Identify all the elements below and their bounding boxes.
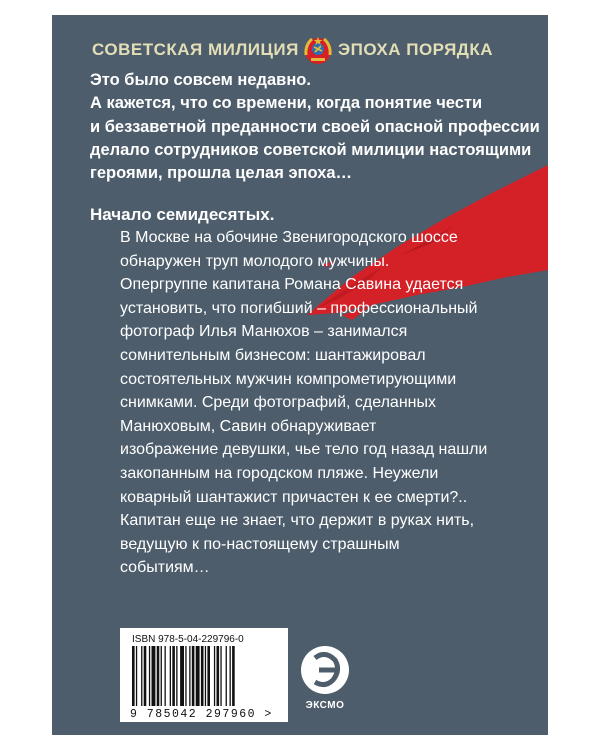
intro-line: и беззаветной преданности своей опасной профессии xyxy=(90,117,540,136)
barcode-stripe xyxy=(152,646,156,706)
publisher-logo xyxy=(299,642,351,722)
series-title-left: СОВЕТСКАЯ МИЛИЦИЯ xyxy=(92,40,299,59)
barcode-stripe xyxy=(136,646,137,706)
synopsis-line: установить, что погибший – профессиональный xyxy=(120,299,478,317)
barcode-stripe xyxy=(157,646,160,706)
synopsis-line: коварный шантажист причастен к ее смерти?.. xyxy=(120,488,468,506)
synopsis-line: событиям… xyxy=(120,559,210,577)
barcode-stripe xyxy=(172,646,175,706)
ussr-emblem-icon xyxy=(302,35,334,67)
synopsis-line: Манюховым, Савин обнаруживает xyxy=(120,417,377,435)
barcode-stripe xyxy=(176,646,177,706)
series-title-right: ЭПОХА ПОРЯДКА xyxy=(338,40,494,59)
synopsis-line: В Москве на обочине Звенигородского шоссе xyxy=(120,229,458,246)
barcode-stripe xyxy=(230,646,231,706)
barcode-stripe xyxy=(217,646,220,706)
intro-paragraph xyxy=(90,69,540,185)
barcode-stripe xyxy=(232,646,235,706)
barcode-stripe xyxy=(205,646,206,706)
synopsis-line: обнаружен труп молодого мужчины. xyxy=(120,252,390,270)
intro-line: Это было совсем недавно. xyxy=(90,71,311,89)
barcode-stripe xyxy=(201,646,204,706)
synopsis-line: фотограф Илья Манюхов – занимался xyxy=(120,323,408,341)
synopsis-line: Опергруппе капитана Романа Савина удается xyxy=(120,276,464,294)
intro-line: А кажется, что со времени, когда понятие чести xyxy=(90,94,483,113)
barcode-stripe xyxy=(170,646,171,706)
barcode-stripe xyxy=(180,646,184,706)
synopsis-text xyxy=(120,226,530,580)
intro-line: делало сотрудников советской милиции настоящими xyxy=(90,140,532,159)
isbn-text: ISBN 978-5-04-229796-0 xyxy=(132,634,244,645)
barcode-panel xyxy=(120,628,288,722)
publisher-name: ЭКСМО xyxy=(305,700,345,711)
intro-line: героями, прошла целая эпоха… xyxy=(90,164,353,183)
barcode-stripe xyxy=(220,646,221,706)
barcode-stripe xyxy=(149,646,150,706)
synopsis-line: закопанным на городском пляже. Неужели xyxy=(120,464,439,482)
barcode-stripe xyxy=(161,646,162,706)
barcode-stripe xyxy=(226,646,227,706)
barcode-stripe xyxy=(185,646,186,706)
barcode-stripe xyxy=(207,646,210,706)
barcode-stripe xyxy=(144,646,147,706)
synopsis-line: Капитан еще не знает, что держит в руках нить, xyxy=(120,512,475,530)
synopsis-line: ведущую к по-настоящему страшным xyxy=(120,535,400,553)
barcode-stripe xyxy=(132,646,135,706)
section-heading: Начало семидесятых. xyxy=(90,205,275,224)
barcode-stripe xyxy=(192,646,195,706)
barcode-stripe xyxy=(165,646,166,706)
barcode-stripe xyxy=(189,646,190,706)
synopsis-line: изображение девушки, чье тело год назад нашли xyxy=(120,441,488,459)
book-back-cover xyxy=(52,15,548,735)
series-header xyxy=(52,27,548,67)
synopsis-line: снимками. Среди фотографий, сделанных xyxy=(120,394,436,412)
eksmo-logo-icon xyxy=(299,642,351,698)
barcode-bars xyxy=(130,646,280,710)
barcode-stripe xyxy=(141,646,142,706)
barcode-stripe xyxy=(196,646,200,706)
barcode-stripe xyxy=(214,646,215,706)
synopsis-line: сомнительным бизнесом: шантажировал xyxy=(120,346,426,364)
barcode-number: 9 785042 297960 > xyxy=(130,708,273,721)
synopsis-line: состоятельных мужчин компрометирующими xyxy=(120,370,457,388)
